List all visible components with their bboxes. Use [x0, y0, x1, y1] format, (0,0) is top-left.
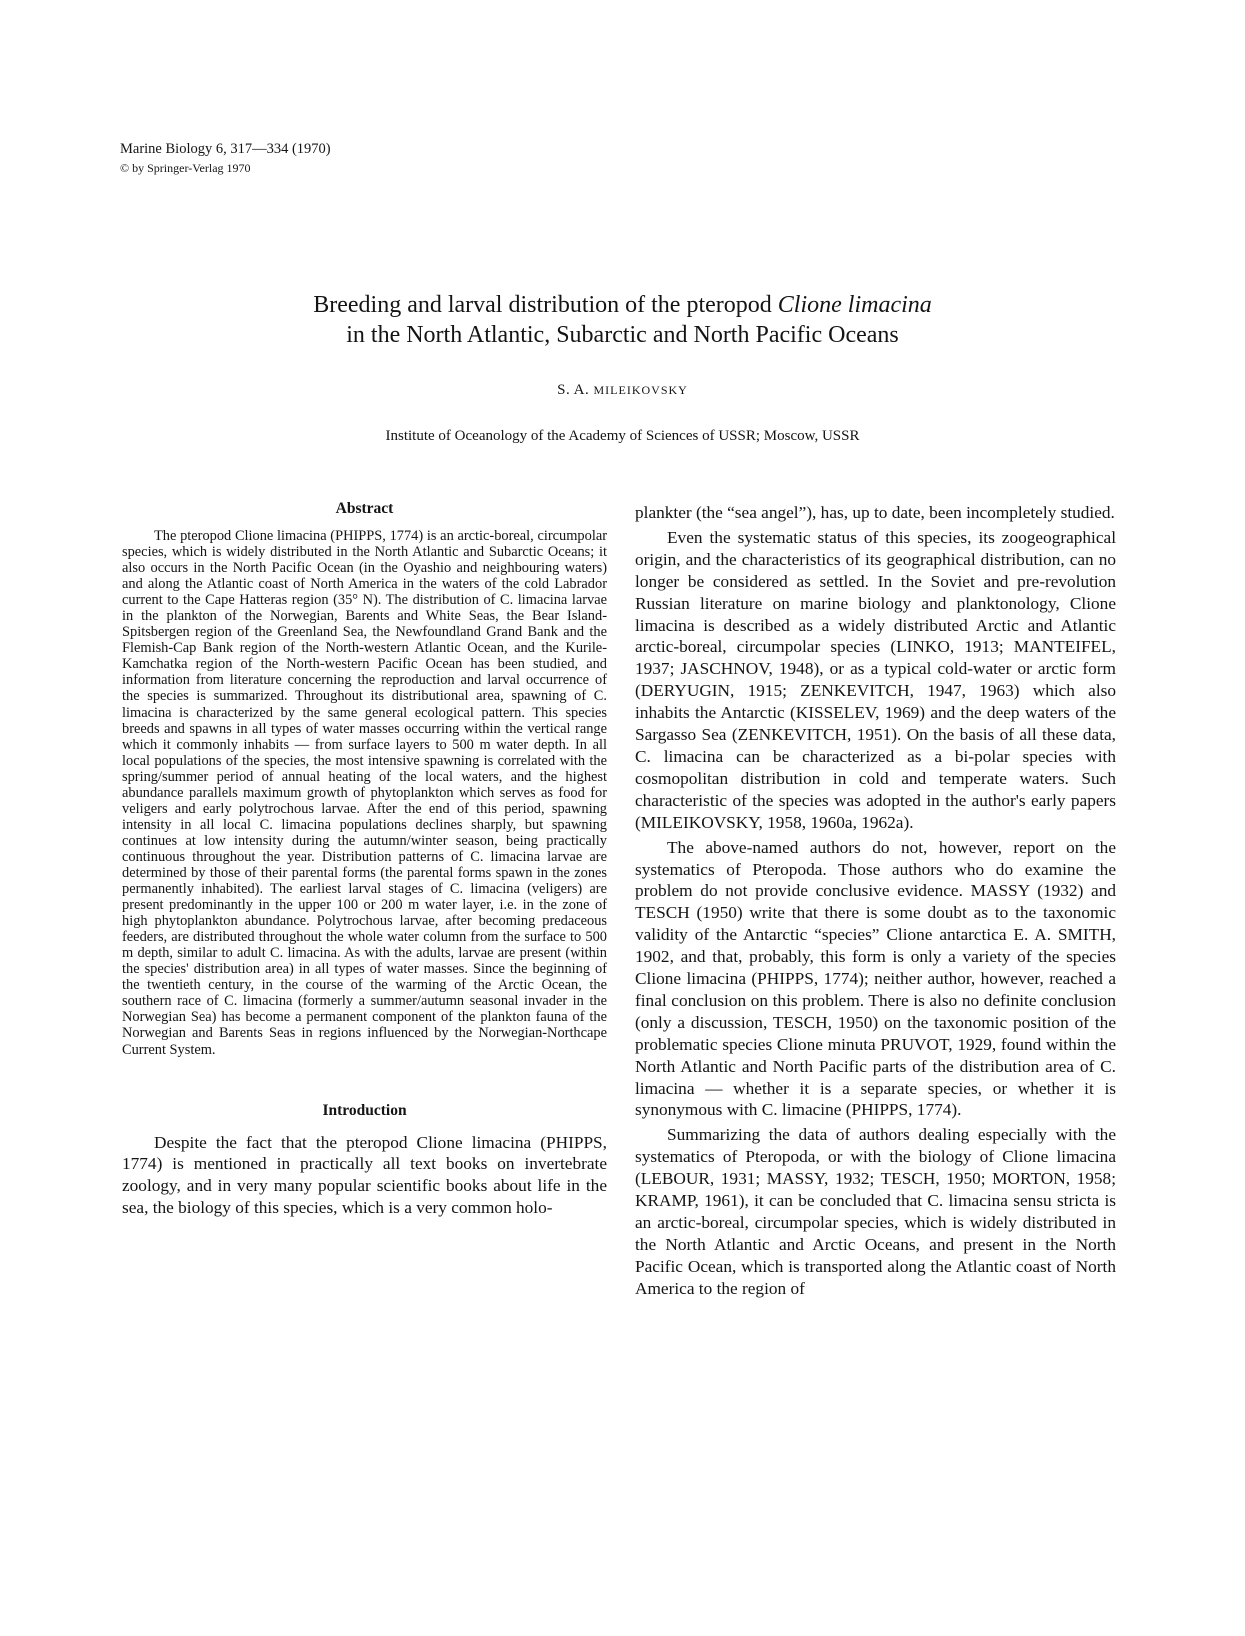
- title-text: Breeding and larval distribution of the pteropod: [313, 292, 778, 318]
- title-species: Clione limacina: [777, 292, 932, 318]
- journal-citation: Marine Biology 6, 317—334 (1970): [120, 141, 331, 157]
- paragraph: Summarizing the data of authors dealing especially with the systematics of Pteropoda, or with the biology of Clione limacina (LEBOUR, 1931; MASSY, 1932; TESCH, 1950; MORTON, 1958; KRAMP, 1961), it can be concluded that C. limacina sensu stricta is an arctic-boreal, circumpolar species, which is widely distributed in the North Atlantic and Arctic Oceans, and present in the North Pacific Ocean, which is transported along the Atlantic coast of North America to the region of: [635, 1125, 1116, 1298]
- title-line-1: [100, 290, 1145, 320]
- paragraph: The above-named authors do not, however, report on the systematics of Pteropoda. Those authors who do examine the problem do not provide conclusive evidence. MASSY (1932) and TESCH (1950) write that there is some doubt as to the taxonomic validity of the Antarctic “species” Clione antarctica E. A. SMITH, 1902, and that, probably, this form is only a variety of the species Clione limacina (PHIPPS, 1774); neither author, however, reached a final conclusion on this problem. There is also no definite conclusion (only a discussion, TESCH, 1950) on the taxonomic position of the problematic species Clione minuta PRUVOT, 1929, found within the North Atlantic and North Pacific parts of the distribution area of C. limacina — whether it is a separate species, or whether it is synonymous with C. limacine (PHIPPS, 1774).: [635, 837, 1116, 1120]
- author-initials: S. A.: [557, 382, 594, 398]
- paragraph: Even the systematic status of this species, its zoogeographical origin, and the characteristics of its geographical distribution, can no longer be considered as settled. In the Soviet and pre-revolution Russian literature on marine biology and planktonology, Clione limacina is described as a widely distributed Arctic and Atlantic arctic-boreal, circumpolar species (LINKO, 1913; MANTEIFEL, 1937; JASCHNOV, 1948), or as a typical cold-water or arctic form (DERYUGIN, 1915; ZENKEVITCH, 1947, 1963) which also inhabits the Antarctic (KISSELEV, 1969) and the deep waters of the Sargasso Sea (ZENKEVITCH, 1951). On the basis of all these data, C. limacina can be characterized as a bi-polar species with cosmopolitan distribution in cold and temperate waters. Such characteristic of the species was adopted in the author's early papers (MILEIKOVSKY, 1958, 1960a, 1962a).: [635, 527, 1116, 832]
- introduction-text: Despite the fact that the pteropod Clione limacina (PHIPPS, 1774) is mentioned in practically all text books on invertebrate zoology, and in very many popular scientific books about life in the sea, the biology of this species, which is a very common holo-: [122, 1132, 607, 1218]
- author-surname: MILEIKOVSKY: [593, 383, 688, 397]
- title-line-2: in the North Atlantic, Subarctic and North Pacific Oceans: [346, 322, 899, 348]
- paragraph: plankter (the “sea angel”), has, up to date, been incompletely studied.: [635, 503, 1115, 522]
- abstract-text: The pteropod Clione limacina (PHIPPS, 1774) is an arctic-boreal, circumpolar species, which is widely distributed in the North Atlantic and Subarctic Oceans; it also occurs in the North Pacific Ocean (in the Oyashio and neighbouring waters) and along the Atlantic coast of North America in the waters of the cold Labrador current to the Cape Hatteras region (35° N). The distribution of C. limacina larvae in the plankton of the Norwegian, Barents and White Seas, the Bear Island-Spitsbergen region of the Greenland Sea, the Newfoundland Grand Bank and the Flemish-Cap Bank region of the North-western Atlantic Ocean, and the Kurile-Kamchatka region of the North-western Pacific Ocean has been studied, and information from literature concerning the reproduction and larval occurrence of the species is summarized. Throughout its distributional area, spawning of C. limacina is characterized by the same general ecological pattern. This species breeds and spawns in all types of water masses occurring within the vertical range which it commonly inhabits — from surface layers to 500 m water depth. In all local populations of the species, the most intensive spawning is correlated with the spring/summer period of annual heating of the local waters, and the highest abundance parallels maximum growth of phytoplankton which serves as food for veligers and early polytrochous larvae. After the end of this period, spawning intensity in all local C. limacina populations declines sharply, but spawning continues at low intensity during the autumn/winter season, being practically continuous throughout the year. Distribution patterns of C. limacina larvae are determined by those of their parental forms (the parental forms spawn in the zones permanently inhabited). The earliest larval stages of C. limacina (veligers) are present predominantly in the upper 100 or 200 m water layer, i.e. in the zone of high phytoplankton abundance. Polytrochous larvae, after becoming predaceous feeders, are distributed throughout the whole water column from the surface to 500 m depth, similar to adult C. limacina. As with the adults, larvae are present (within the species' distribution area) in all types of water masses. Since the beginning of the twentieth century, in the course of the warming of the Arctic Ocean, the southern race of C. limacina (formerly a summer/autumn seasonal invader in the Norwegian Sea) has become a permanent component of the plankton fauna of the Norwegian and Barents Seas in regions influenced by the Norwegian-Northcape Current System.: [122, 528, 607, 1058]
- copyright-notice: © by Springer-Verlag 1970: [120, 161, 251, 175]
- author: [0, 382, 1245, 399]
- right-column: [635, 502, 1116, 1303]
- affiliation: Institute of Oceanology of the Academy of Sciences of USSR; Moscow, USSR: [385, 428, 860, 444]
- abstract-heading: Abstract: [335, 500, 394, 517]
- left-column: [122, 500, 607, 1219]
- introduction-heading: Introduction: [322, 1101, 407, 1119]
- paper-title: [100, 290, 1145, 350]
